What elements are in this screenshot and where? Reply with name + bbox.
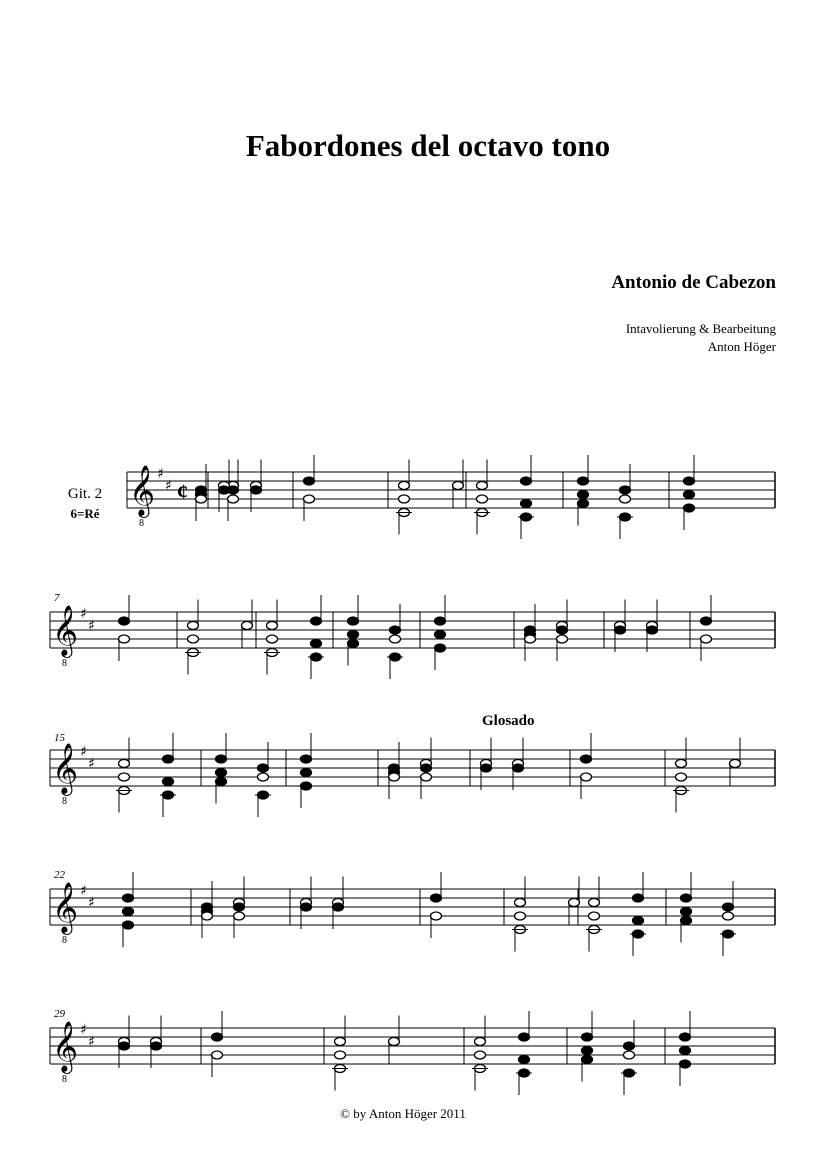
note-head (557, 626, 568, 634)
note-head (251, 486, 262, 494)
measure-number-7: 7 (54, 592, 60, 604)
note-head (730, 760, 741, 768)
note-head (301, 903, 312, 911)
note-head (389, 773, 400, 781)
note-head (680, 1060, 691, 1068)
copyright-notice: © by Anton Höger 2011 (340, 1106, 466, 1121)
note-head (123, 894, 134, 902)
note-head (311, 617, 322, 625)
note-head (212, 1051, 223, 1059)
treble-clef-icon: 𝄞 (52, 1021, 79, 1072)
sharp-icon: ♯ (80, 744, 87, 760)
score-title: Fabordones del octavo tono (245, 128, 611, 163)
measure-number-29: 29 (54, 1008, 65, 1020)
octave-marker: 8 (62, 1074, 67, 1085)
note-head (348, 631, 359, 639)
note-head (242, 622, 253, 630)
note-head (219, 486, 230, 494)
note-head (521, 477, 532, 485)
note-head (119, 1042, 130, 1050)
sharp-icon: ♯ (88, 618, 95, 634)
note-head (633, 894, 644, 902)
note-head (163, 755, 174, 763)
measure-number-15: 15 (54, 732, 65, 744)
sharp-icon: ♯ (157, 466, 164, 482)
note-head (578, 500, 589, 508)
octave-marker: 8 (62, 658, 67, 669)
note-head (216, 755, 227, 763)
sharp-icon: ♯ (88, 895, 95, 911)
sharp-icon: ♯ (80, 1022, 87, 1038)
note-head (151, 1042, 162, 1050)
note-head (515, 912, 526, 920)
arranger-name: Anton Höger (707, 339, 776, 354)
note-head (258, 764, 269, 772)
note-head (333, 903, 344, 911)
note-head (681, 917, 692, 925)
composer-name: Antonio de Cabezon (611, 272, 776, 293)
note-head (390, 635, 401, 643)
note-head (389, 1038, 400, 1046)
note-head (582, 1033, 593, 1041)
note-head (163, 778, 174, 786)
note-head (390, 626, 401, 634)
sharp-icon: ♯ (165, 478, 172, 494)
note-head (515, 899, 526, 907)
note-head (258, 773, 269, 781)
note-head (475, 1038, 486, 1046)
octave-marker: 8 (62, 796, 67, 807)
note-head (578, 491, 589, 499)
note-head (676, 773, 687, 781)
note-head (234, 903, 245, 911)
note-head (421, 773, 432, 781)
note-head (578, 477, 589, 485)
note-head (684, 491, 695, 499)
note-head (624, 1051, 635, 1059)
note-head (684, 504, 695, 512)
note-head (301, 769, 312, 777)
note-head (684, 477, 695, 485)
note-head (647, 626, 658, 634)
section-label-glosado: Glosado (482, 713, 535, 729)
note-head (676, 760, 687, 768)
note-head (348, 617, 359, 625)
note-head (620, 486, 631, 494)
note-head (615, 626, 626, 634)
sharp-icon: ♯ (80, 883, 87, 899)
note-head (228, 495, 239, 503)
note-head (304, 477, 315, 485)
note-head (582, 1047, 593, 1055)
note-head (681, 908, 692, 916)
note-head (234, 912, 245, 920)
note-head (481, 764, 492, 772)
note-head (399, 495, 410, 503)
note-head (311, 640, 322, 648)
time-signature-icon: ¢ (177, 479, 188, 504)
note-head (119, 760, 130, 768)
note-head (119, 773, 130, 781)
note-head (435, 631, 446, 639)
note-head (335, 1038, 346, 1046)
note-head (216, 778, 227, 786)
note-head (202, 912, 213, 920)
note-head (216, 769, 227, 777)
note-head (521, 500, 532, 508)
note-head (421, 764, 432, 772)
note-head (723, 903, 734, 911)
note-head (188, 635, 199, 643)
note-head (701, 617, 712, 625)
note-head (301, 782, 312, 790)
instrument-name: Git. 2 (67, 486, 103, 502)
sharp-icon: ♯ (88, 756, 95, 772)
note-head (188, 622, 199, 630)
note-head (557, 635, 568, 643)
note-head (477, 482, 488, 490)
treble-clef-icon: 𝄞 (52, 743, 79, 794)
note-head (589, 912, 600, 920)
note-head (301, 755, 312, 763)
note-head (335, 1051, 346, 1059)
note-head (624, 1042, 635, 1050)
note-head (582, 1056, 593, 1064)
note-head (435, 617, 446, 625)
note-head (680, 1047, 691, 1055)
note-head (569, 899, 580, 907)
note-head (620, 495, 631, 503)
treble-clef-icon: 𝄞 (52, 605, 79, 656)
arranger-role: Intavolierung & Bearbeitung (625, 321, 776, 336)
note-head (701, 635, 712, 643)
note-head (475, 1051, 486, 1059)
note-head (581, 755, 592, 763)
note-head (581, 773, 592, 781)
note-head (196, 495, 207, 503)
note-head (681, 894, 692, 902)
note-head (399, 482, 410, 490)
note-head (519, 1033, 530, 1041)
note-head (304, 495, 315, 503)
note-head (525, 635, 536, 643)
note-head (267, 635, 278, 643)
octave-marker: 8 (139, 518, 144, 529)
note-head (119, 635, 130, 643)
treble-clef-icon: 𝄞 (129, 465, 156, 516)
note-head (431, 894, 442, 902)
note-head (123, 921, 134, 929)
octave-marker: 8 (62, 935, 67, 946)
note-head (477, 495, 488, 503)
note-head (453, 482, 464, 490)
note-head (680, 1033, 691, 1041)
note-head (348, 640, 359, 648)
tuning-label: 6=Ré (70, 506, 100, 521)
note-head (519, 1056, 530, 1064)
note-head (723, 912, 734, 920)
sharp-icon: ♯ (88, 1034, 95, 1050)
note-head (633, 917, 644, 925)
note-head (123, 908, 134, 916)
note-head (119, 617, 130, 625)
sharp-icon: ♯ (80, 606, 87, 622)
note-head (589, 899, 600, 907)
note-head (513, 764, 524, 772)
measure-number-22: 22 (54, 869, 65, 881)
note-head (267, 622, 278, 630)
treble-clef-icon: 𝄞 (52, 882, 79, 933)
note-head (431, 912, 442, 920)
note-head (212, 1033, 223, 1041)
note-head (435, 644, 446, 652)
